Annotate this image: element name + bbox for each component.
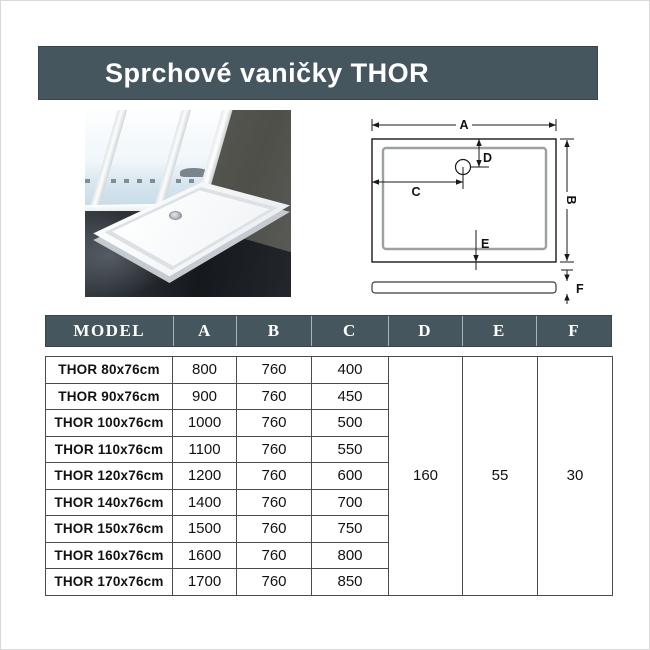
title-banner <box>38 46 598 100</box>
product-photo <box>85 110 291 297</box>
value-cell: 1000 <box>173 410 237 437</box>
tray-side-profile <box>372 282 556 293</box>
shared-d-cell: 160 <box>389 357 463 596</box>
dimension-diagram <box>352 112 600 304</box>
dim-label-b: B <box>564 195 578 205</box>
value-cell: 1500 <box>173 516 237 543</box>
model-cell: THOR 100x76cm <box>46 410 173 437</box>
spec-table-header <box>45 315 612 347</box>
value-cell: 1400 <box>173 489 237 516</box>
value-cell: 1600 <box>173 542 237 569</box>
value-cell: 900 <box>173 383 237 410</box>
model-cell: THOR 90x76cm <box>46 383 173 410</box>
value-cell: 1200 <box>173 463 237 490</box>
header-a: A <box>173 316 237 346</box>
value-cell: 1100 <box>173 436 237 463</box>
model-cell: THOR 80x76cm <box>46 357 173 384</box>
value-cell: 800 <box>173 357 237 384</box>
header-e: E <box>462 316 537 346</box>
value-cell: 760 <box>237 489 312 516</box>
value-cell: 760 <box>237 357 312 384</box>
value-cell: 500 <box>312 410 389 437</box>
value-cell: 760 <box>237 383 312 410</box>
tray-outline <box>372 139 556 262</box>
spec-table <box>45 356 613 596</box>
header-model: MODEL <box>73 321 146 340</box>
dim-label-a: A <box>459 118 469 132</box>
dim-label-d: D <box>483 151 493 165</box>
value-cell: 760 <box>237 569 312 596</box>
header-f: F <box>536 316 611 346</box>
shared-e-cell: 55 <box>463 357 538 596</box>
model-cell: THOR 110x76cm <box>46 436 173 463</box>
dim-label-f: F <box>576 282 584 296</box>
value-cell: 1700 <box>173 569 237 596</box>
shared-f-cell: 30 <box>538 357 613 596</box>
header-c: C <box>311 316 388 346</box>
value-cell: 700 <box>312 489 389 516</box>
header-b: B <box>236 316 311 346</box>
value-cell: 550 <box>312 436 389 463</box>
value-cell: 850 <box>312 569 389 596</box>
value-cell: 760 <box>237 410 312 437</box>
model-cell: THOR 140x76cm <box>46 489 173 516</box>
value-cell: 760 <box>237 516 312 543</box>
value-cell: 600 <box>312 463 389 490</box>
model-cell: THOR 150x76cm <box>46 516 173 543</box>
value-cell: 760 <box>237 463 312 490</box>
model-cell: THOR 160x76cm <box>46 542 173 569</box>
header-d: D <box>388 316 462 346</box>
value-cell: 750 <box>312 516 389 543</box>
table-row <box>46 357 613 384</box>
value-cell: 450 <box>312 383 389 410</box>
dimension-diagram-svg <box>352 112 600 304</box>
value-cell: 760 <box>237 436 312 463</box>
dim-label-e: E <box>481 237 490 251</box>
dim-label-c: C <box>411 185 421 199</box>
model-cell: THOR 170x76cm <box>46 569 173 596</box>
page-title: Sprchové vaničky THOR <box>105 57 430 88</box>
model-cell: THOR 120x76cm <box>46 463 173 490</box>
value-cell: 400 <box>312 357 389 384</box>
value-cell: 760 <box>237 542 312 569</box>
value-cell: 800 <box>312 542 389 569</box>
